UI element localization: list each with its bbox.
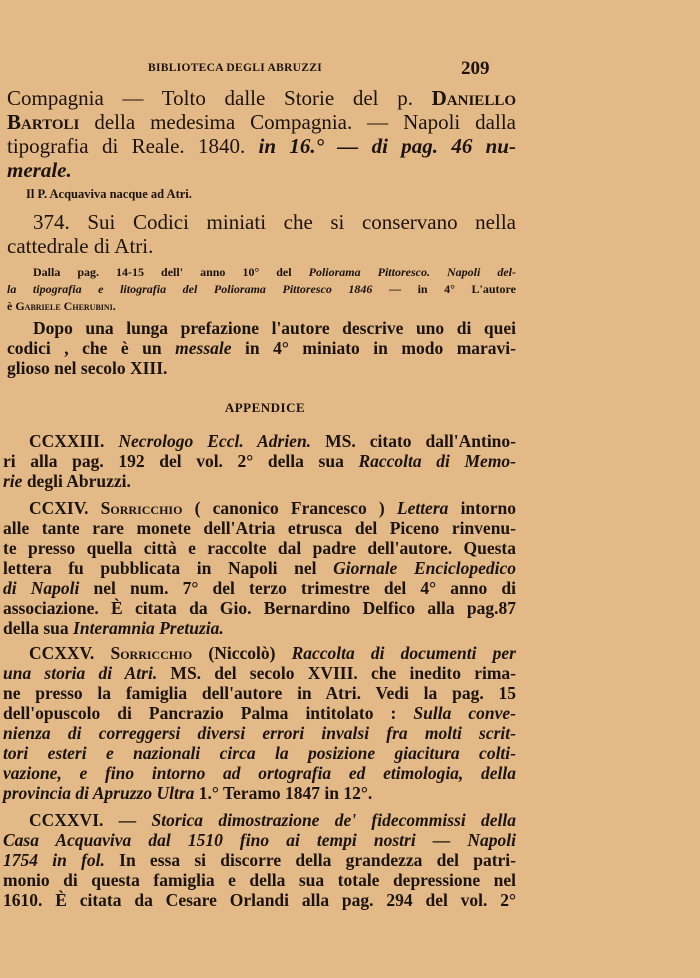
text-segment: In essa si discorre della grandezza del patri- [104, 850, 516, 870]
text-segment: 1610. È citata da Cesare Orlandi alla pag. 294 del vol. 2° [3, 890, 516, 910]
text-segment: intorno [448, 498, 516, 518]
text-line [3, 663, 516, 683]
text-segment: CCXXVI. — [29, 810, 152, 830]
text-line [3, 723, 516, 743]
italic-text: provincia di Apruzzo Ultra [3, 783, 195, 803]
text-line [3, 890, 516, 910]
text-segment: associazione. È citata da Gio. Bernardino Delfico alla pag.87 [3, 598, 516, 618]
text-line [3, 518, 516, 538]
source-note [7, 264, 516, 315]
text-segment: ri alla pag. 192 del vol. 2° della sua [3, 451, 359, 471]
text-segment: ( canonico Francesco ) [182, 498, 397, 518]
italic-text: Casa Acquaviva dal 1510 fino ai tempi nostri — Napoli [3, 830, 516, 850]
entry-ccxxiii [3, 431, 516, 491]
italic-text: Raccolta di Memo- [358, 451, 517, 471]
text-line [3, 870, 516, 890]
italic-text: una storia di Atri. [3, 663, 158, 683]
note [26, 186, 506, 202]
entry-ccxiv [3, 498, 516, 638]
text-segment: CCXXV. [29, 643, 111, 663]
italic-text: Lettera [396, 498, 449, 518]
text-line [26, 186, 506, 202]
text-line [7, 281, 516, 298]
text-segment: CCXIV. [29, 498, 101, 518]
text-segment: Il P. Acquaviva nacque ad Atri. [26, 187, 192, 201]
italic-text: vazione, e fino intorno ad ortografia ed etimologia, della [3, 763, 516, 783]
text-line [3, 810, 516, 830]
italic-text: Interamnia Pretuzia. [73, 618, 224, 638]
text-line [3, 578, 516, 598]
text-segment: CCXXIII. [29, 431, 119, 451]
small-caps-name: Bartoli [7, 110, 80, 134]
text-line [7, 338, 516, 358]
text-segment: Dopo una lunga prefazione l'autore descrive uno di quei [33, 318, 516, 338]
text-line [3, 683, 516, 703]
text-segment: della sua [3, 618, 74, 638]
text-segment: (Niccolò) [192, 643, 292, 663]
text-line [3, 618, 516, 638]
text-line [3, 598, 516, 618]
appendix-heading [0, 400, 530, 416]
entry-374 [7, 210, 516, 258]
text-line [3, 451, 516, 471]
text-line [3, 558, 516, 578]
italic-text: Storica dimostrazione de' fidecommissi della [151, 810, 517, 830]
text-segment: dell'opuscolo di Pancrazio Palma intitolato : [3, 703, 414, 723]
small-caps-name: Sorricchio [110, 643, 193, 663]
text-segment: degli Abruzzi. [22, 471, 131, 491]
entry-ccxxv [3, 643, 516, 803]
text-line [3, 498, 516, 518]
text-segment: ne presso la famiglia dell'autore in Atri. Vedi la pag. 15 [3, 683, 516, 703]
text-segment: lettera fu pubblicata in Napoli nel [3, 558, 334, 578]
text-segment: te presso quella città e raccolte dal padre dell'autore. Questa [3, 538, 516, 558]
text-segment: — in 4° L'autore [372, 282, 516, 296]
text-segment: della medesima Compagnia. — Napoli dalla [79, 110, 516, 134]
text-segment: 374. Sui Codici miniati che si conservano nella [33, 210, 516, 234]
italic-text: 1754 in fol. [3, 850, 105, 870]
text-segment: è [7, 299, 16, 313]
text-line [3, 538, 516, 558]
text-line [3, 763, 516, 783]
italic-text: messale [175, 338, 232, 358]
text-line [3, 703, 516, 723]
text-line [3, 471, 516, 491]
small-caps-name: Daniello [431, 86, 516, 110]
text-segment: monio di questa famiglia e della sua totale depressione nel [3, 870, 516, 890]
text-segment: nel num. 7° del terzo trimestre del 4° anno di [79, 578, 516, 598]
text-line [3, 830, 516, 850]
italic-text: tori esteri e nazionali circa la posizione giacitura colti- [3, 743, 516, 763]
text-line [7, 298, 516, 315]
text-line [3, 783, 516, 803]
text-segment: cattedrale di Atri. [7, 234, 154, 258]
text-segment: MS. del secolo XVIII. che inedito rima- [157, 663, 516, 683]
italic-text: di Napoli [3, 578, 80, 598]
text-line [7, 134, 516, 158]
page-number: 209 [461, 58, 490, 79]
text-line [3, 643, 516, 663]
italic-text: Necrologo Eccl. Adrien. [118, 431, 312, 451]
text-segment: glioso nel secolo XIII. [7, 358, 168, 378]
text-segment: APPENDICE [224, 400, 306, 415]
text-segment: Dalla pag. 14-15 dell' anno 10° del [33, 265, 309, 279]
text-line [7, 358, 516, 378]
description [7, 318, 516, 378]
italic-text: in 16.° — di pag. 46 nu- [258, 134, 516, 158]
text-line [7, 110, 516, 134]
text-segment: 1.° Teramo 1847 in 12°. [194, 783, 373, 803]
text-line [7, 158, 516, 182]
text-segment: MS. citato dall'Antino- [311, 431, 516, 451]
text-line [7, 264, 516, 281]
italic-text: Poliorama Pittoresco. Napoli del- [308, 265, 516, 279]
text-segment: Compagnia — Tolto dalle Storie del p. [7, 86, 432, 110]
italic-text: Sulla conve- [413, 703, 516, 723]
small-caps-name: Gabriele Cherubini. [15, 299, 116, 313]
text-line [7, 86, 516, 110]
italic-text: Giornale Enciclopedico [333, 558, 517, 578]
text-segment: codici , che è un [7, 338, 176, 358]
italic-text: rie [3, 471, 23, 491]
text-line [3, 850, 516, 870]
running-title: BIBLIOTECA DEGLI ABRUZZI [148, 62, 323, 74]
italic-text: merale. [7, 158, 72, 182]
text-line [7, 234, 516, 258]
text-line [7, 210, 516, 234]
text-segment: alle tante rare monete dell'Atria etrusca del Piceno rinvenu- [3, 518, 516, 538]
entry-continuation [7, 86, 516, 182]
italic-text: la tipografia e litografia del Poliorama Pittoresco 1846 [7, 282, 373, 296]
text-segment: tipografia di Reale. 1840. [7, 134, 259, 158]
italic-text: Raccolta di documenti per [291, 643, 516, 663]
italic-text: nienza di correggersi diversi errori invalsi fra molti scrit- [3, 723, 516, 743]
entry-ccxxvi [3, 810, 516, 910]
text-line [3, 743, 516, 763]
text-line [7, 318, 516, 338]
small-caps-name: Sorricchio [100, 498, 183, 518]
text-line [3, 431, 516, 451]
text-line [0, 400, 530, 416]
text-segment: in 4° miniato in modo maravi- [231, 338, 516, 358]
